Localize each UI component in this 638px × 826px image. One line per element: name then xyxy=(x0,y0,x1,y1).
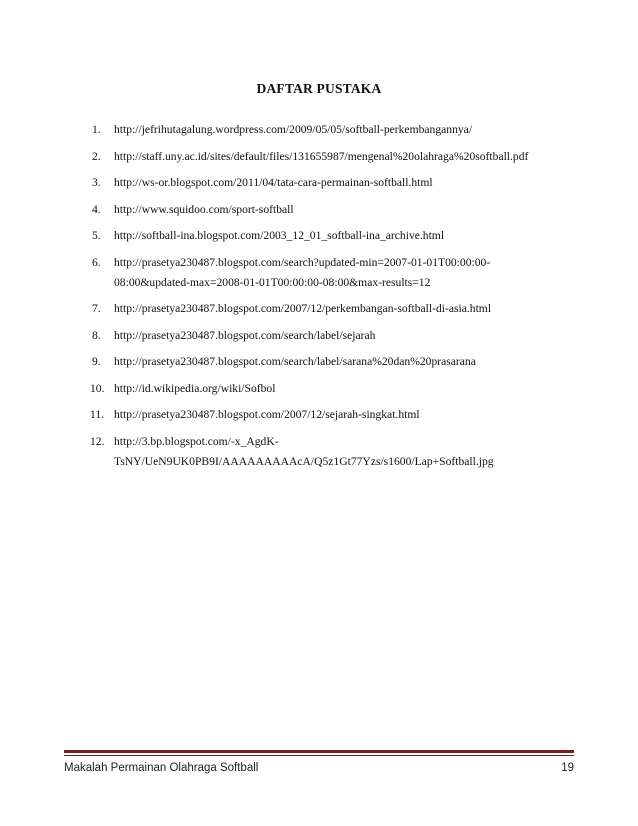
reference-item xyxy=(90,405,590,425)
reference-number: 2. xyxy=(92,149,101,163)
reference-url: http://jefrihutagalung.wordpress.com/2009/05/05/softball-perkembangannya/ xyxy=(114,123,473,136)
page-number: 19 xyxy=(561,762,574,774)
reference-number: 4. xyxy=(92,202,101,216)
reference-item xyxy=(90,432,590,472)
reference-number: 7. xyxy=(92,302,101,315)
reference-url: http://staff.uny.ac.id/sites/default/files/131655987/mengenal%20olahraga%20softball.pdf xyxy=(114,149,529,163)
reference-number: 3. xyxy=(92,176,101,189)
reference-number: 5. xyxy=(92,229,101,242)
reference-item xyxy=(90,200,590,220)
reference-item xyxy=(90,173,590,193)
reference-number: 6. xyxy=(92,255,101,269)
reference-item xyxy=(90,147,590,167)
reference-item xyxy=(90,379,590,399)
reference-item xyxy=(90,299,590,319)
footer-row xyxy=(64,762,574,774)
reference-item xyxy=(90,253,590,293)
reference-url: http://3.bp.blogspot.com/-x_AgdK- TsNY/UeN9UK0PB9I/AAAAAAAAAcA/Q5z1Gt77Yzs/s1600/Lap+Softball.jpg xyxy=(114,434,494,468)
reference-url: http://prasetya230487.blogspot.com/search/label/sarana%20dan%20prasarana xyxy=(114,355,476,368)
page-footer xyxy=(64,750,574,774)
reference-number: 12. xyxy=(90,434,105,448)
reference-number: 9. xyxy=(92,355,101,368)
footer-divider-thin xyxy=(64,755,574,756)
page-title: DAFTAR PUSTAKA xyxy=(256,81,382,97)
reference-item xyxy=(90,120,590,140)
reference-url: http://www.squidoo.com/sport-softball xyxy=(114,202,294,216)
reference-url: http://prasetya230487.blogspot.com/search/label/sejarah xyxy=(114,328,376,342)
reference-url: http://softball-ina.blogspot.com/2003_12_01_softball-ina_archive.html xyxy=(114,229,445,242)
reference-number: 1. xyxy=(92,123,101,136)
reference-url: http://prasetya230487.blogspot.com/2007/12/sejarah-singkat.html xyxy=(114,408,420,421)
reference-item xyxy=(90,352,590,372)
footer-document-title: Makalah Permainan Olahraga Softball xyxy=(64,762,259,774)
footer-divider-thick xyxy=(64,750,574,753)
reference-url: http://prasetya230487.blogspot.com/search?updated-min=2007-01-01T00:00:00- 08:00&updated-max=2008-01-01T00:00:00-08:00&max-results=12 xyxy=(114,255,491,289)
reference-number: 10. xyxy=(90,381,105,395)
reference-url: http://ws-or.blogspot.com/2011/04/tata-cara-permainan-softball.html xyxy=(114,176,433,189)
reference-url: http://id.wikipedia.org/wiki/Sofbol xyxy=(114,381,276,395)
reference-number: 8. xyxy=(92,328,101,342)
reference-number: 11. xyxy=(90,408,105,421)
reference-url: http://prasetya230487.blogspot.com/2007/12/perkembangan-softball-di-asia.html xyxy=(114,302,492,315)
reference-item xyxy=(90,326,590,346)
reference-list xyxy=(90,120,590,478)
reference-item xyxy=(90,226,590,246)
